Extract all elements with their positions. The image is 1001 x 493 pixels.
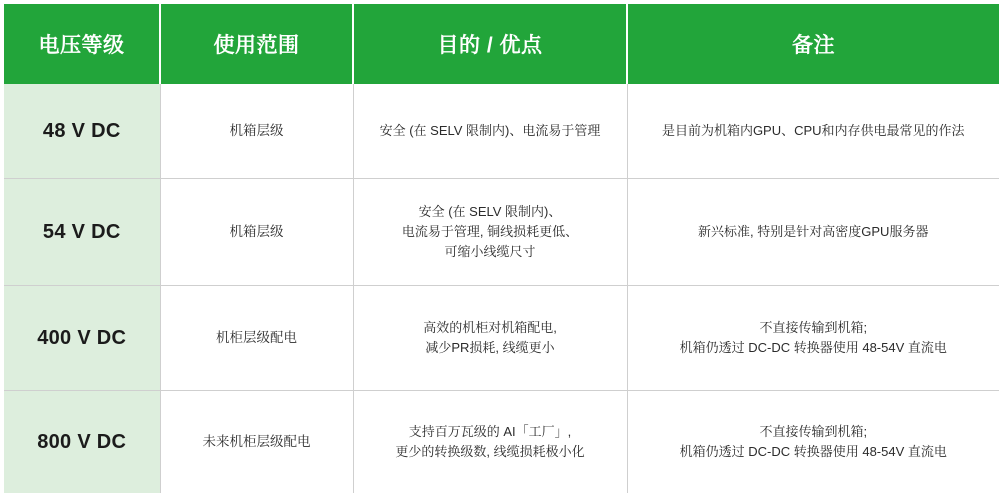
- cell-remarks-line: 机箱仍透过 DC-DC 转换器使用 48-54V 直流电: [638, 442, 990, 462]
- cell-purpose-line: 更少的转换级数, 线缆损耗极小化: [364, 442, 617, 462]
- cell-remarks: [627, 391, 999, 493]
- table-body: [4, 84, 999, 493]
- cell-remarks: [627, 84, 999, 179]
- cell-voltage-level: 48 V DC: [4, 84, 160, 179]
- cell-remarks-line: 不直接传输到机箱;: [638, 318, 990, 338]
- cell-usage-scope: 机柜层级配电: [160, 286, 353, 391]
- table-row: [4, 179, 999, 286]
- cell-remarks-line: 不直接传输到机箱;: [638, 422, 990, 442]
- cell-purpose-line: 支持百万瓦级的 AI「工厂」,: [364, 422, 617, 442]
- column-header-usage-scope: 使用范围: [160, 4, 353, 84]
- cell-purpose: [353, 391, 627, 493]
- cell-purpose-line: 高效的机柜对机箱配电,: [364, 318, 617, 338]
- table-row: [4, 286, 999, 391]
- cell-remarks: [627, 286, 999, 391]
- cell-remarks: [627, 179, 999, 286]
- cell-purpose-line: 减少PR损耗, 线缆更小: [364, 338, 617, 358]
- table-row: [4, 391, 999, 493]
- cell-remarks-line: 新兴标准, 特别是针对高密度GPU服务器: [638, 222, 990, 242]
- column-header-remarks: 备注: [627, 4, 999, 84]
- cell-remarks-line: 是目前为机箱内GPU、CPU和内存供电最常见的作法: [638, 121, 990, 141]
- cell-purpose-line: 电流易于管理, 铜线损耗更低、: [364, 222, 617, 242]
- table-row: [4, 84, 999, 179]
- cell-purpose-line: 安全 (在 SELV 限制内)、: [364, 202, 617, 222]
- cell-voltage-level: 800 V DC: [4, 391, 160, 493]
- cell-purpose: [353, 286, 627, 391]
- cell-purpose-line: 可缩小线缆尺寸: [364, 242, 617, 262]
- cell-purpose: [353, 84, 627, 179]
- cell-remarks-line: 机箱仍透过 DC-DC 转换器使用 48-54V 直流电: [638, 338, 990, 358]
- column-header-voltage-level: 电压等级: [4, 4, 160, 84]
- cell-purpose-line: 安全 (在 SELV 限制内)、电流易于管理: [364, 121, 617, 141]
- cell-usage-scope: 机箱层级: [160, 84, 353, 179]
- cell-voltage-level: 400 V DC: [4, 286, 160, 391]
- table-header: [4, 4, 999, 84]
- cell-usage-scope: 未来机柜层级配电: [160, 391, 353, 493]
- column-header-purpose-benefits: 目的 / 优点: [353, 4, 627, 84]
- cell-usage-scope: 机箱层级: [160, 179, 353, 286]
- cell-voltage-level: 54 V DC: [4, 179, 160, 286]
- voltage-level-table: [4, 4, 999, 493]
- cell-purpose: [353, 179, 627, 286]
- header-row: [4, 4, 999, 84]
